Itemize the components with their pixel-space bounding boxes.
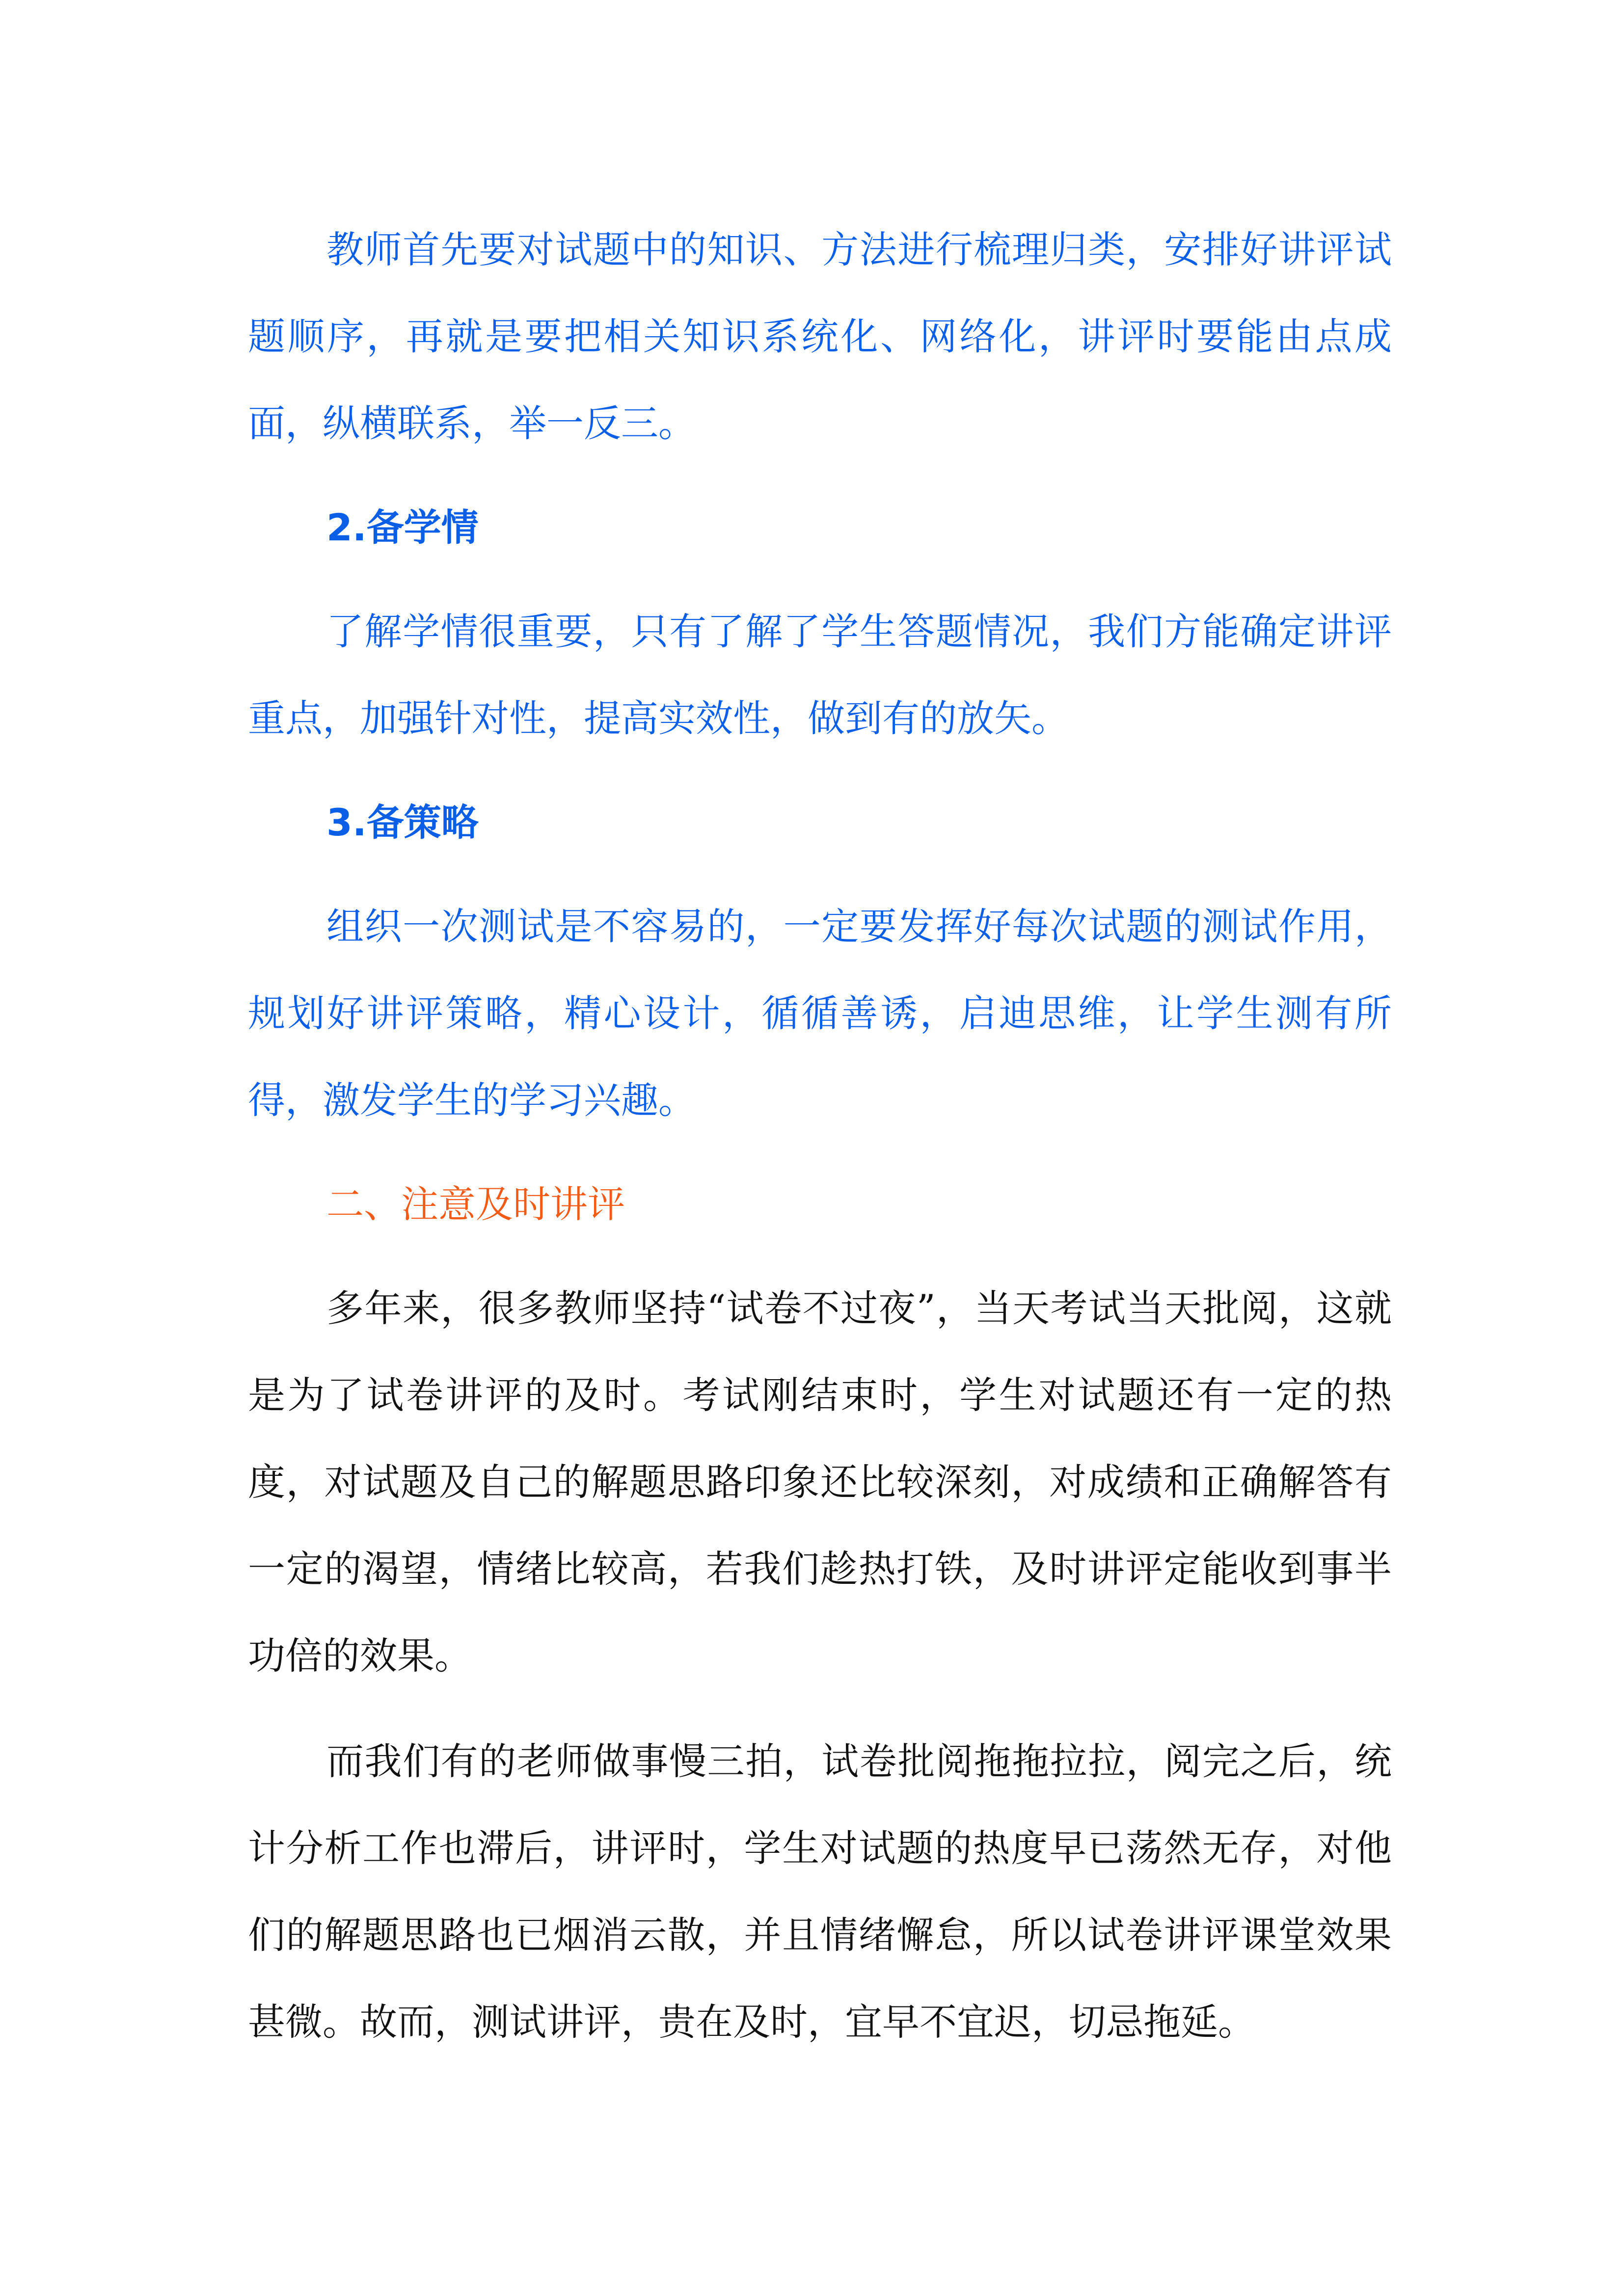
spacer bbox=[248, 1699, 1392, 1718]
subheading-title: 备学情 bbox=[366, 506, 479, 549]
paragraph-delayed-review: 而我们有的老师做事慢三拍，试卷批阅拖拖拉拉，阅完之后，统计分析工作也滞后，讲评时，学生对试题的热度早已荡然无存，对他们的解题思路也已烟消云散，并且情绪懈怠，所以试卷讲评课堂效果甚微。故而，测试讲评，贵在及时，宜早不宜迟，切忌拖延。 bbox=[248, 1739, 1392, 2044]
document-body bbox=[248, 206, 1392, 2065]
subheading-student-situation bbox=[248, 484, 1392, 571]
section-title-timely-review: 二、注意及时讲评 bbox=[326, 1182, 625, 1226]
subheading-strategy bbox=[248, 779, 1392, 866]
spacer bbox=[248, 762, 1392, 779]
subheading-number: 2. bbox=[326, 506, 367, 549]
spacer bbox=[248, 571, 1392, 588]
spacer bbox=[248, 467, 1392, 484]
paragraph-student-situation: 了解学情很重要，只有了解了学生答题情况，我们方能确定讲评重点，加强针对性，提高实效性，做到有的放矢。 bbox=[248, 610, 1392, 740]
paragraph-strategy: 组织一次测试是不容易的，一定要发挥好每次试题的测试作用，规划好讲评策略，精心设计，循循善诱，启迪思维，让学生测有所得，激发学生的学习兴趣。 bbox=[248, 905, 1392, 1122]
spacer bbox=[248, 1248, 1392, 1265]
subheading-number: 3. bbox=[326, 801, 367, 844]
subheading-title: 备策略 bbox=[366, 801, 479, 844]
spacer bbox=[248, 866, 1392, 883]
spacer bbox=[248, 1144, 1392, 1161]
paragraph-knowledge-organization: 教师首先要对试题中的知识、方法进行梳理归类，安排好讲评试题顺序，再就是要把相关知识系统化、网络化，讲评时要能由点成面，纵横联系，举一反三。 bbox=[248, 228, 1392, 445]
paragraph-timely-review: 多年来，很多教师坚持“试卷不过夜”，当天考试当天批阅，这就是为了试卷讲评的及时。考试刚结束时，学生对试题还有一定的热度，对试题及自己的解题思路印象还比较深刻，对成绩和正确解答有一定的渴望，情绪比较高，若我们趁热打铁，及时讲评定能收到事半功倍的效果。 bbox=[248, 1286, 1392, 1678]
